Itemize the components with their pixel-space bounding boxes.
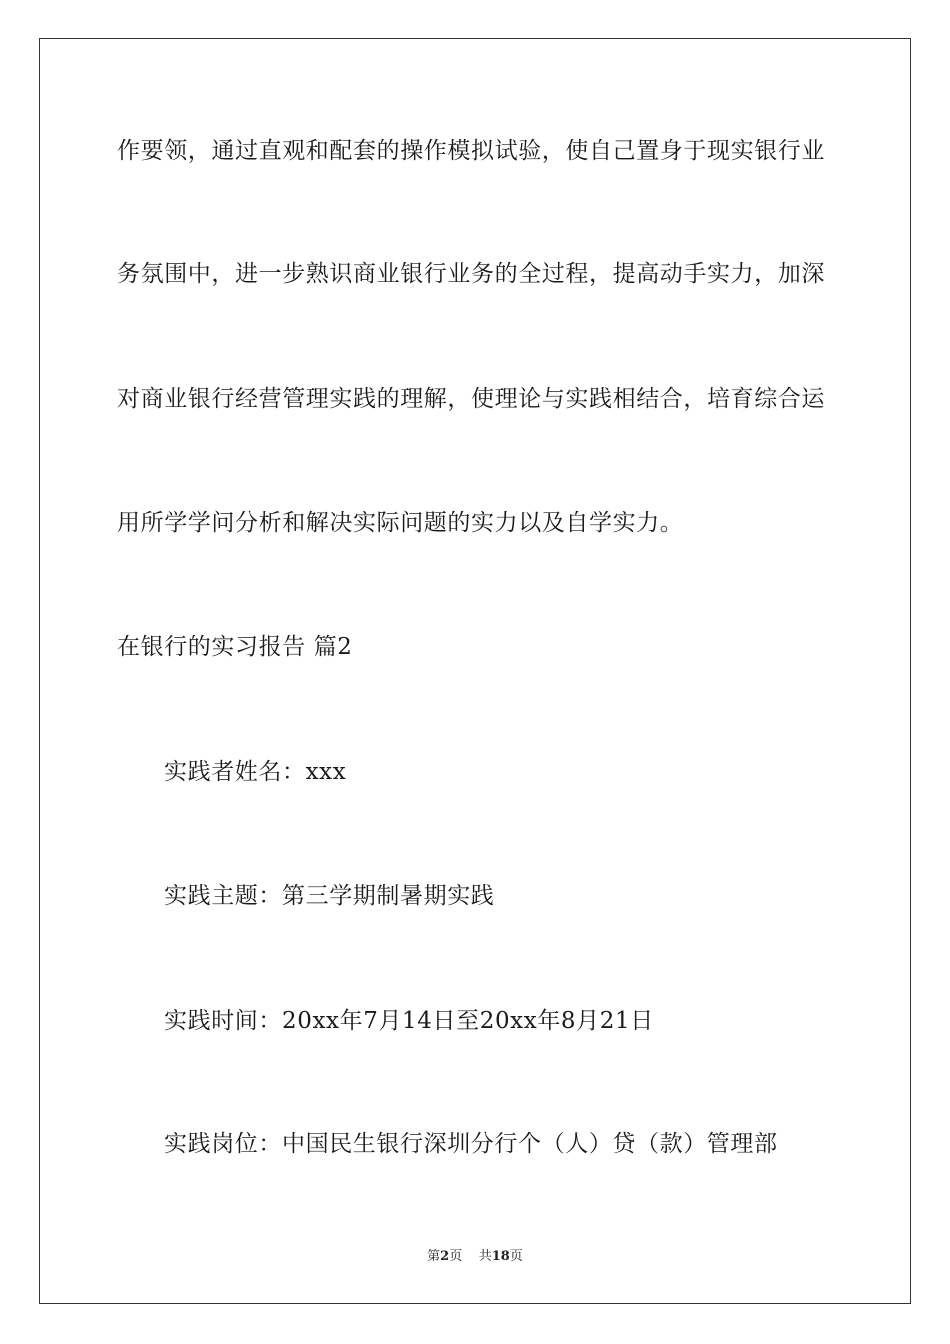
practice-time: 实践时间：20xx年7月14日至20xx年8月21日 (164, 1008, 654, 1034)
practice-theme: 实践主题：第三学期制暑期实践 (164, 883, 495, 909)
total-pages: 18 (491, 1249, 510, 1264)
page-suffix: 页 (449, 1249, 463, 1264)
page-number: 2 (440, 1249, 450, 1264)
page-prefix: 第 (427, 1249, 441, 1264)
paragraph-line-3: 对商业银行经营管理实践的理解，使理论与实践相结合，培育综合运 (117, 386, 825, 412)
paragraph-line-1: 作要领，通过直观和配套的操作模拟试验，使自己置身于现实银行业 (117, 138, 825, 164)
paragraph-line-4: 用所学学问分析和解决实际问题的实力以及自学实力。 (117, 510, 684, 536)
section-heading: 在银行的实习报告 篇2 (117, 634, 353, 660)
total-prefix: 共 (478, 1249, 492, 1264)
paragraph-line-2: 务氛围中，进一步熟识商业银行业务的全过程，提高动手实力，加深 (117, 261, 825, 287)
practitioner-name: 实践者姓名：xxx (164, 759, 347, 785)
total-suffix: 页 (509, 1249, 523, 1264)
page-footer (0, 1248, 950, 1266)
page-border (39, 38, 911, 1304)
practice-position: 实践岗位：中国民生银行深圳分行个（人）贷（款）管理部 (164, 1131, 778, 1157)
